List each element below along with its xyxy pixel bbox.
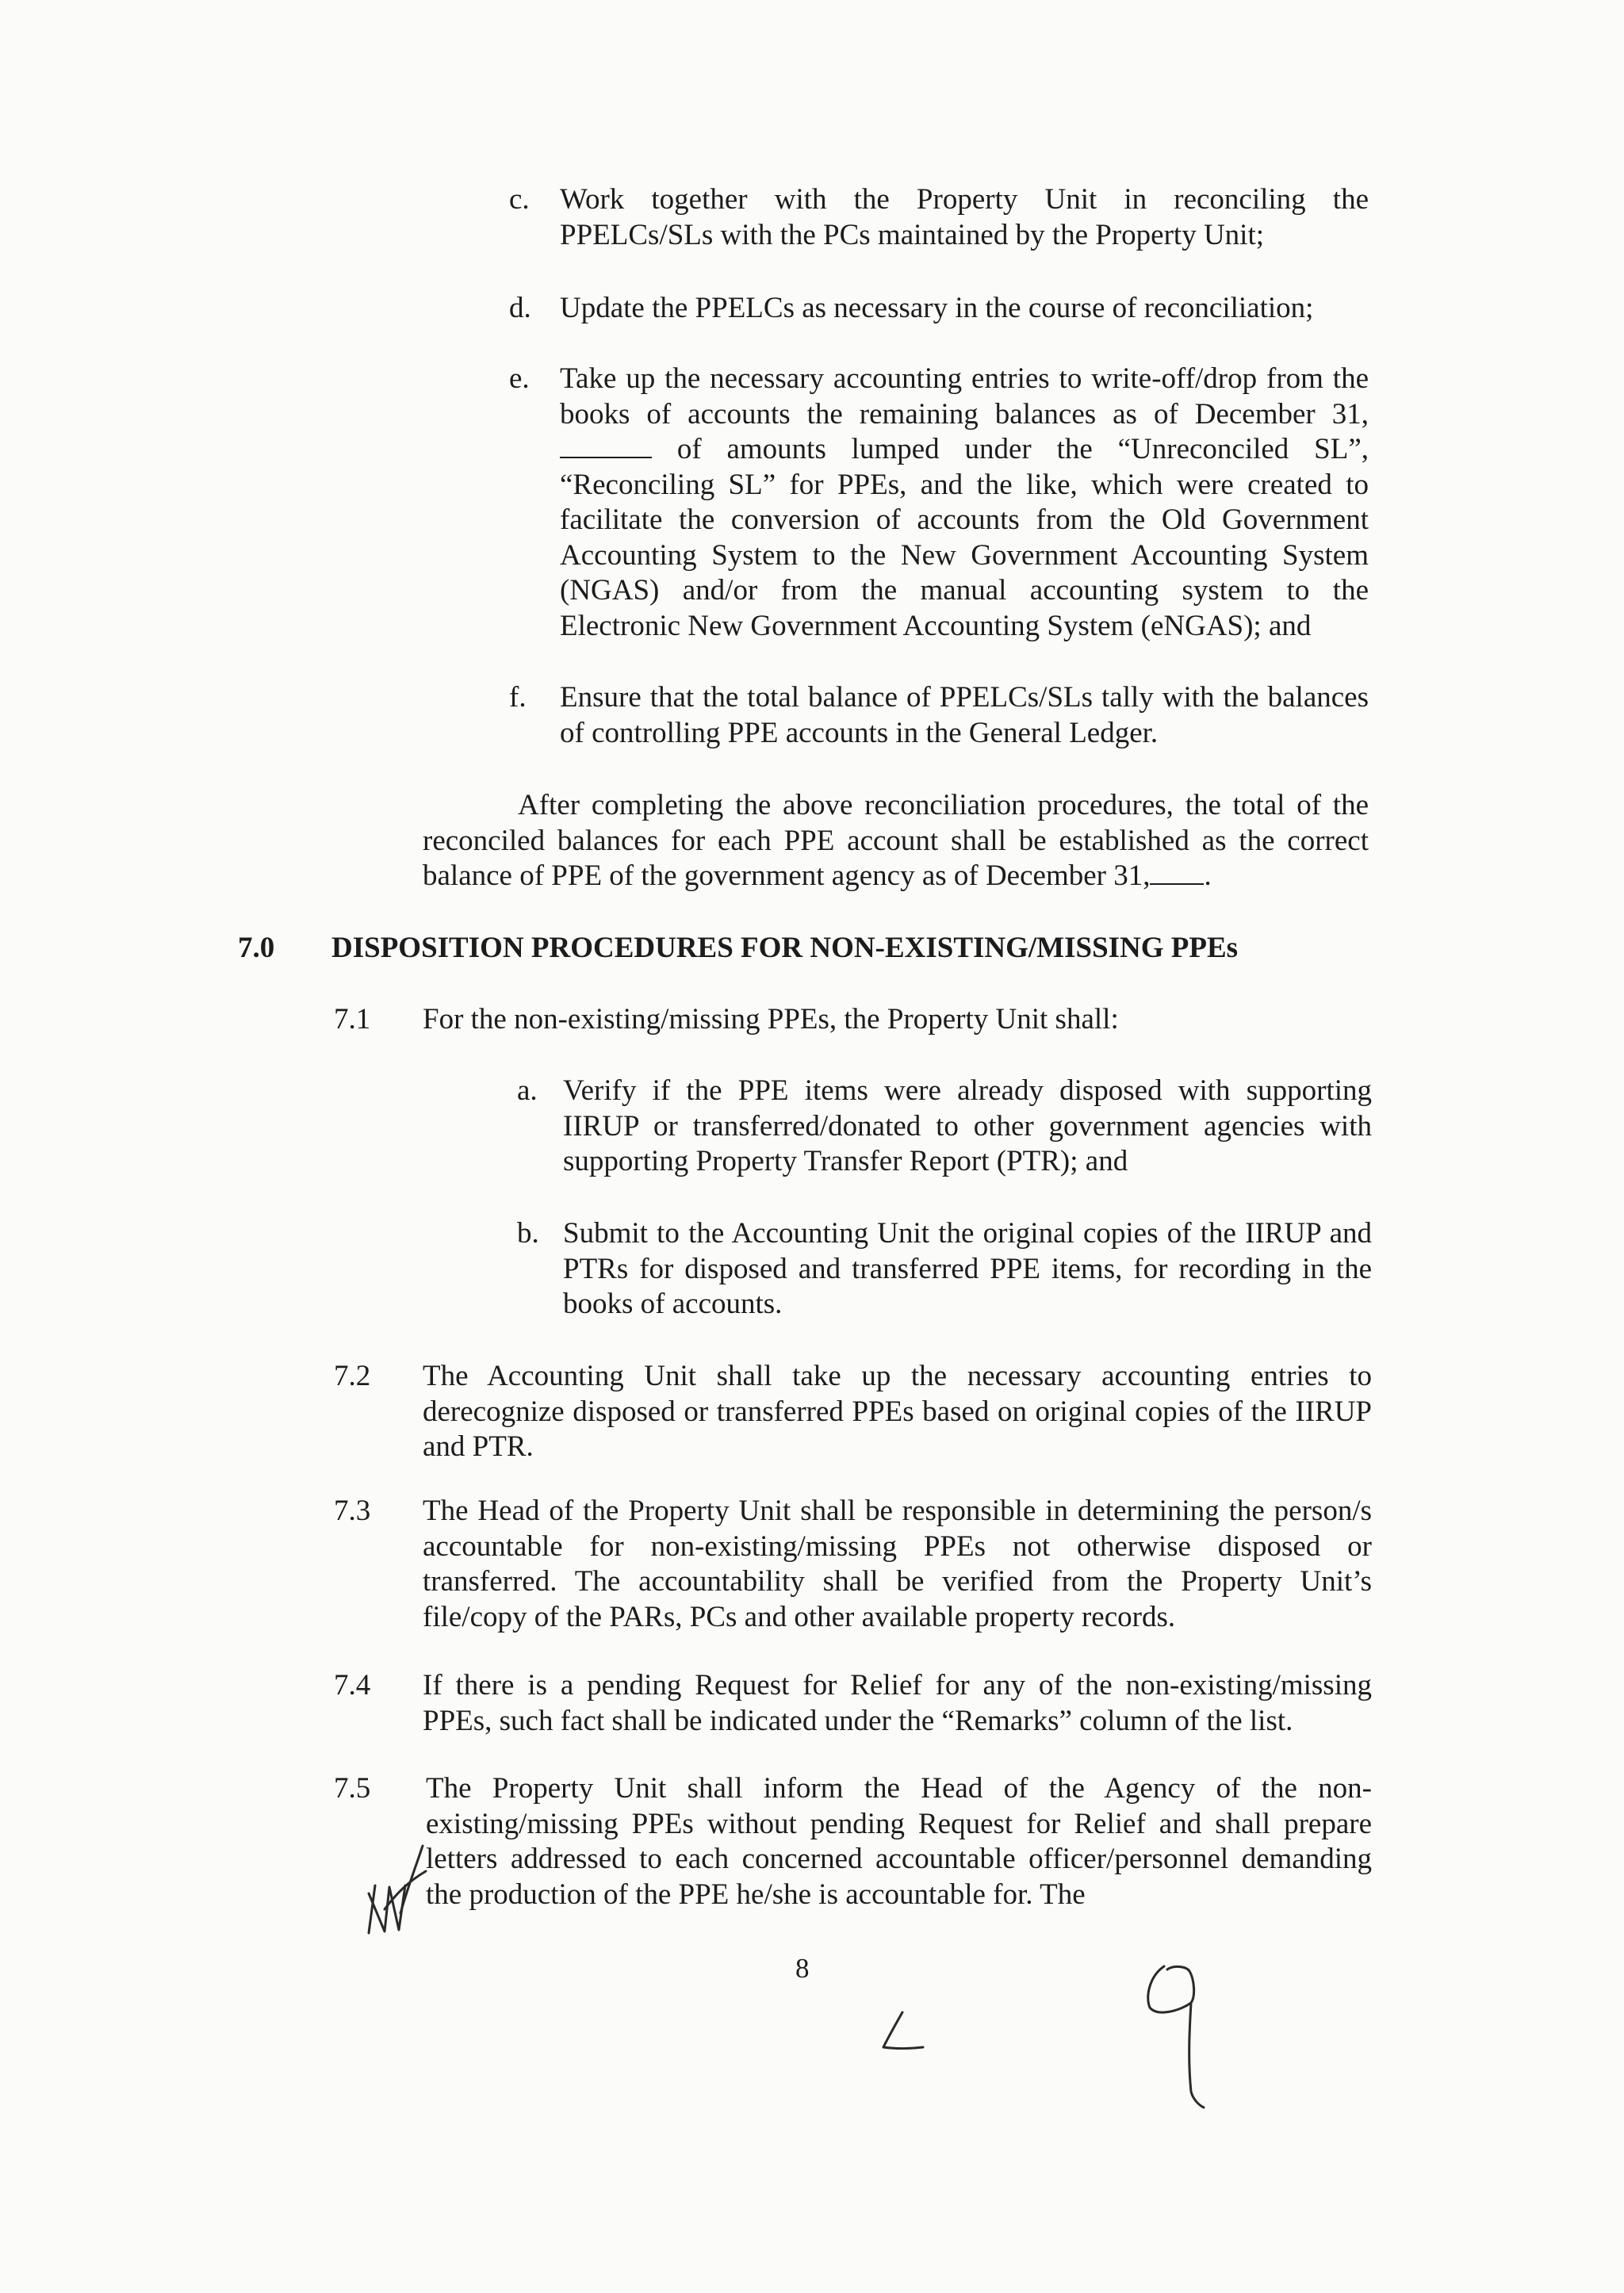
section-number: 7.0 — [238, 932, 275, 964]
subsection-number-7-1: 7.1 — [334, 1003, 371, 1035]
subsection-number-7-3: 7.3 — [334, 1495, 371, 1527]
closing-paragraph-end: . — [1204, 859, 1212, 892]
subsection-text-7-3: The Head of the Property Unit shall be responsible in determining the person/s accountable for non-existing/missing PPEs not otherwise disposed or transferred. The accountability shall be verified from the Property Unit’s file/copy of the PARs, PCs and other available property records. — [423, 1495, 1372, 1633]
list-item-a-text: Verify if the PPE items were already disposed with supporting IIRUP or transferred/donated to other government agencies with supporting Property Transfer Report (PTR); and — [563, 1074, 1372, 1177]
list-item-d-text: Update the PPELCs as necessary in the course of reconciliation; — [560, 292, 1314, 324]
year-blank-line — [1150, 859, 1204, 885]
closing-paragraph — [423, 788, 1369, 894]
date-blank-line — [560, 433, 652, 458]
page-number: 8 — [795, 1953, 810, 1984]
list-marker-c: c. — [509, 183, 530, 216]
list-marker-a: a. — [517, 1074, 538, 1107]
list-item-c-text: Work together with the Property Unit in reconciling the PPELCs/SLs with the PCs maintained by the Property Unit; — [560, 183, 1369, 251]
list-item-e-text-rest: of amounts lumped under the “Unreconciled SL”, “Reconciling SL” for PPEs, and the like, which were created to facilitate the conversion of accounts from the Old Government Accounting System to the New Government Accounting System (NGAS) and/or from the manual accounting system to the Electronic New Government Accounting System (eNGAS); and — [560, 433, 1369, 642]
list-marker-d: d. — [509, 292, 531, 324]
handwritten-initial-mark — [879, 2006, 942, 2061]
handwritten-page-number — [1134, 1958, 1221, 2117]
list-marker-e: e. — [509, 362, 530, 395]
subsection-number-7-5: 7.5 — [334, 1772, 371, 1805]
subsection-text-7-5: The Property Unit shall inform the Head of the Agency of the non-existing/missing PPEs without pending Request for Relief and shall prepare letters addressed to each concerned accountable officer/personnel demanding the production of the PPE he/she is accountable for. The — [426, 1772, 1372, 1911]
subsection-text-7-4: If there is a pending Request for Relief for any of the non-existing/missing PPEs, such fact shall be indicated under the “Remarks” column of the list. — [423, 1669, 1372, 1737]
subsection-number-7-4: 7.4 — [334, 1669, 371, 1702]
closing-paragraph-text: After completing the above reconciliation procedures, the total of the reconciled balances for each PPE account shall be established as the correct balance of PPE of the government agency as of December 31, — [423, 789, 1369, 892]
section-title: DISPOSITION PROCEDURES FOR NON-EXISTING/MISSING PPEs — [331, 932, 1239, 964]
handwritten-initials-signature — [353, 1838, 456, 1949]
list-item-e-text — [560, 362, 1369, 644]
subsection-text-7-1: For the non-existing/missing PPEs, the Property Unit shall: — [423, 1003, 1119, 1035]
subsection-text-7-2: The Accounting Unit shall take up the necessary accounting entries to derecognize disposed or transferred PPEs based on original copies of the IIRUP and PTR. — [423, 1360, 1372, 1463]
list-item-f-text: Ensure that the total balance of PPELCs/SLs tally with the balances of controlling PPE accounts in the General Ledger. — [560, 681, 1369, 749]
list-marker-f: f. — [509, 681, 527, 714]
list-marker-b: b. — [517, 1217, 539, 1250]
subsection-number-7-2: 7.2 — [334, 1360, 371, 1392]
list-item-b-text: Submit to the Accounting Unit the original copies of the IIRUP and PTRs for disposed and transferred PPE items, for recording in the books of accounts. — [563, 1217, 1372, 1320]
list-item-e-text-start: Take up the necessary accounting entries to write-off/drop from the books of accounts the remaining balances as of December 31, — [560, 362, 1369, 431]
